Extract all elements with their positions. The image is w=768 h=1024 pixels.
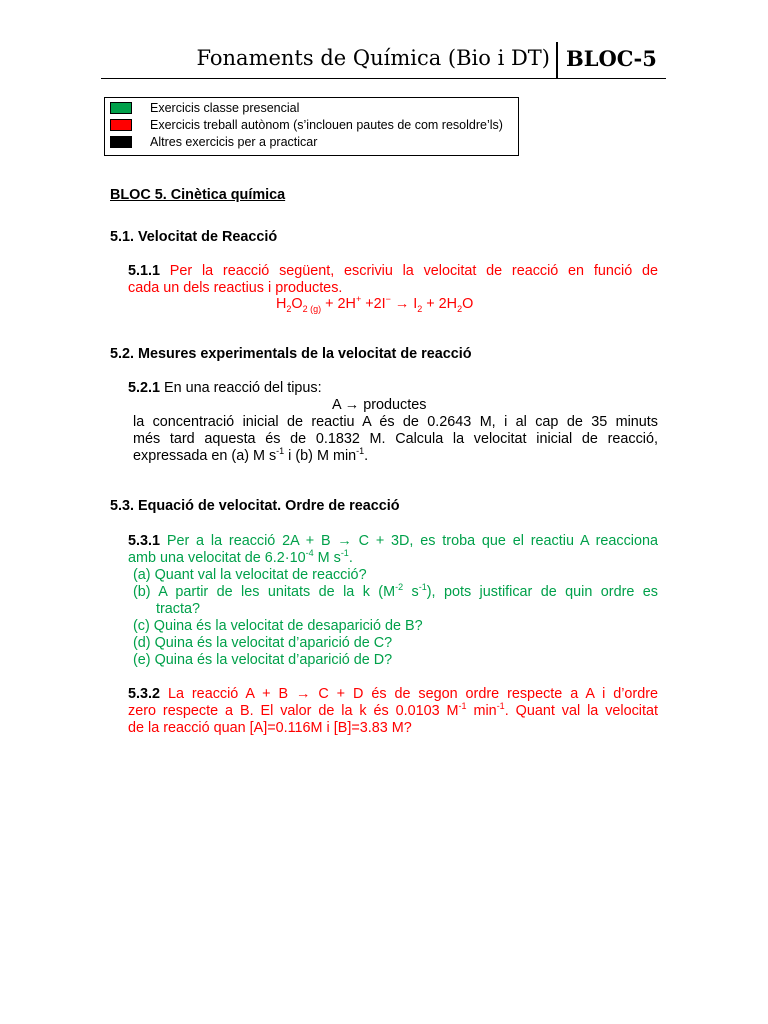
exercise-number: 5.1.1: [128, 263, 161, 279]
question-b: (b) A partir de les unitats de la k ($M^{-2}$ $s^{-1}$), pots justificar de quin ordre es tracta?: [133, 582, 658, 617]
question-a: (a) Quant val la velocitat de reacció?: [133, 567, 367, 583]
legend-label: Exercicis treball autònom (s’inclouen pautes de com resoldre’ls): [150, 118, 503, 132]
exercise-number: 5.2.1: [128, 380, 161, 396]
exercise-5-2-1-reaction: A → productes: [332, 397, 427, 413]
header-title: Fonaments de Química (Bio i DT): [196, 46, 550, 70]
black-swatch: [110, 136, 132, 148]
exercise-5-3-2: 5.3.2 La reacció A + B → C + D és de segon ordre respecte a A i d’ordre zero respecte a B. El valor de la k és 0.0103 $M^{-1}$ $\min^{-1}$. Quant val la velocitat de la reacció quan [A]=0.116M i [B]=3.83 M?: [128, 686, 658, 736]
exercise-number: 5.3.2: [128, 686, 161, 702]
header-rule: [101, 78, 666, 79]
exercise-number: 5.3.1: [128, 533, 161, 549]
legend-box: [104, 97, 519, 156]
question-d: (d) Quina és la velocitat d’aparició de C?: [133, 635, 393, 651]
exercise-text: cada un dels reactius i productes.: [128, 280, 343, 296]
header-bloc: BLOC-5: [566, 46, 657, 71]
legend-label: Exercicis classe presencial: [150, 101, 300, 115]
exercise-5-3-1: 5.3.1 Per a la reacció 2A + B → C + 3D, es troba que el reactiu A reacciona amb una velocitat de $6.2\cdot 10^{-4}$ M $s^{-1}$.: [128, 533, 658, 566]
section-heading-5-1: 5.1. Velocitat de Reacció: [110, 229, 278, 245]
exercise-5-1-1: [128, 263, 658, 297]
question-c: (c) Quina és la velocitat de desaparició de B?: [133, 618, 423, 634]
equation-5-1-1: $H_2O_2$ $_{(g)} + 2H^+ +2I^- \to I_2 + 2H_2O$: [276, 294, 474, 314]
document-title: BLOC 5. Cinètica química: [110, 187, 286, 203]
red-swatch: [110, 119, 132, 131]
green-swatch: [110, 102, 132, 114]
question-e: (e) Quina és la velocitat d’aparició de D?: [133, 652, 393, 668]
header-divider: [556, 42, 558, 78]
exercise-5-2-1-intro: 5.2.1 En una reacció del tipus:: [128, 380, 322, 396]
exercise-text: Per la reacció següent, escriviu la velocitat de reacció en funció de: [169, 263, 659, 279]
section-heading-5-2: 5.2. Mesures experimentals de la velocitat de reacció: [110, 346, 472, 362]
section-heading-5-3: 5.3. Equació de velocitat. Ordre de reacció: [110, 498, 400, 514]
exercise-5-2-1-body: la concentració inicial de reactiu A és de 0.2643 M, i al cap de 35 minuts més tard aquesta és de 0.1832 M. Calcula la velocitat inicial de reacció, expressada en (a) M $s^{-1}$ i (b) M $\min^{-1}$.: [133, 414, 658, 464]
legend-label: Altres exercicis per a practicar: [150, 135, 318, 149]
